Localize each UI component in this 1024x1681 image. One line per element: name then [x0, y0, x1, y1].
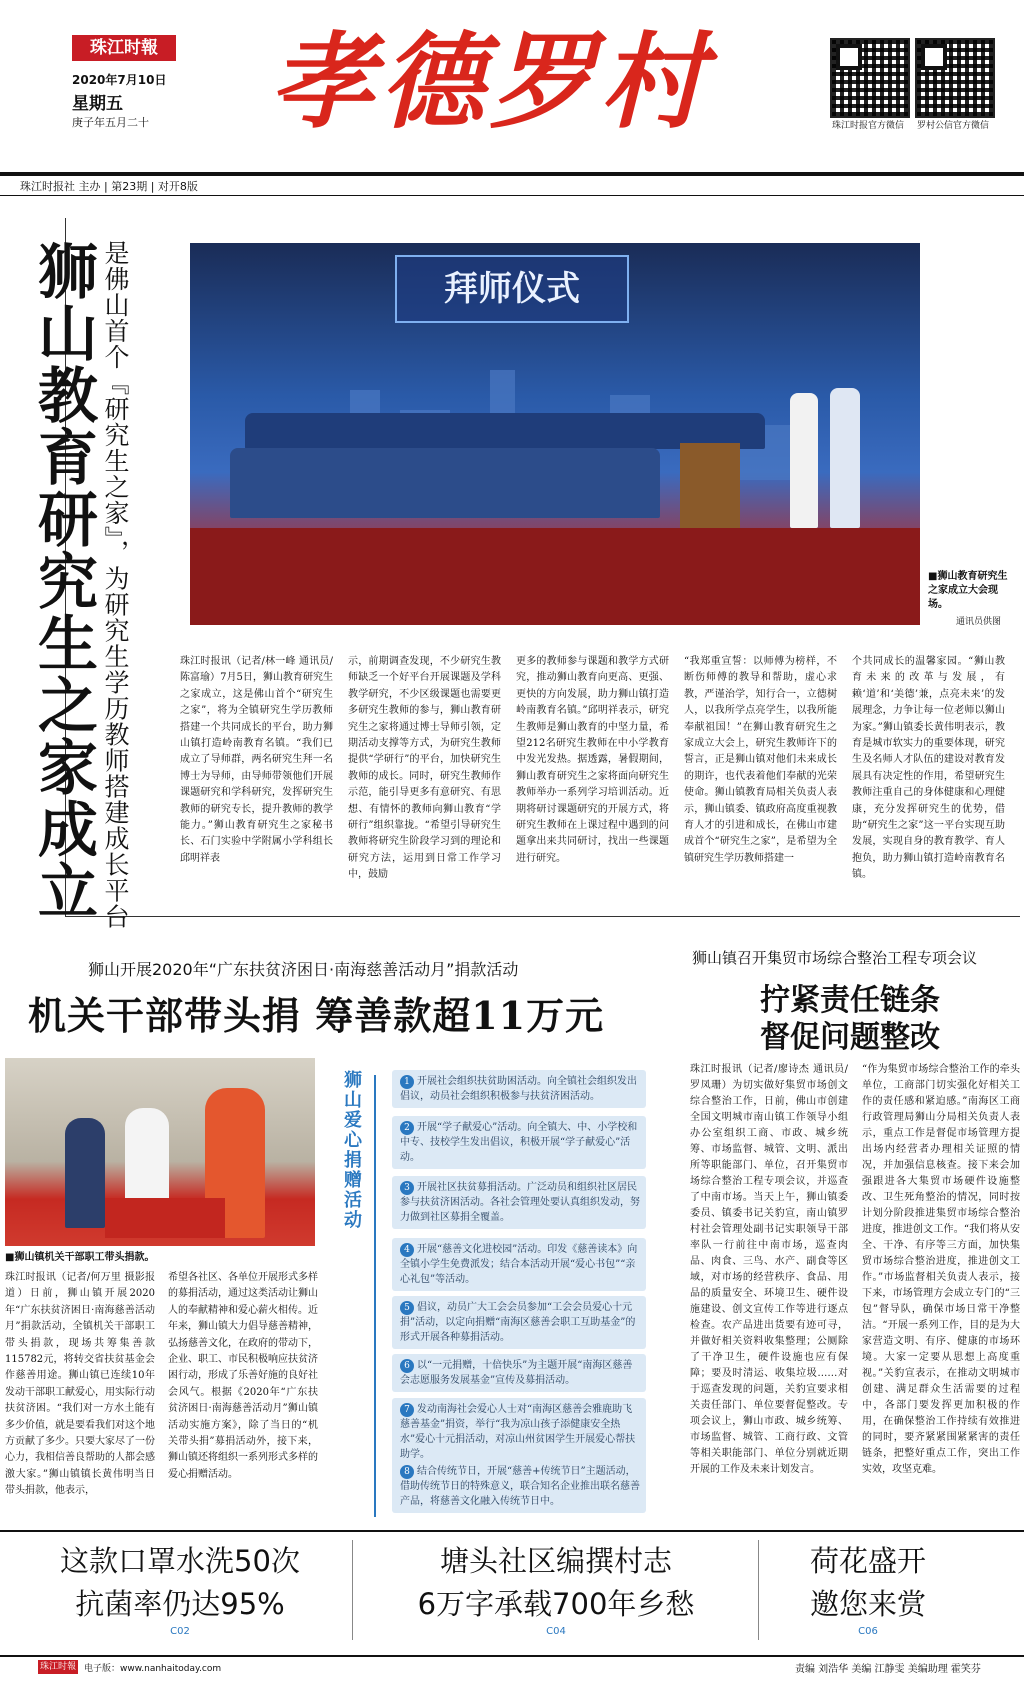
promo-line-1: 塘头社区编撰村志 — [439, 1544, 672, 1578]
qr-code-icon — [915, 38, 995, 118]
lead-subhead: 是佛山首个『研究生之家』，为研究生学历教师搭建成长平台 — [101, 240, 130, 930]
photo-banner-text: 拜师仪式 — [395, 255, 629, 323]
issue-weekday: 星期五 — [72, 94, 123, 114]
promo-item-c04[interactable] — [362, 1540, 750, 1637]
activity-text: 开展“学子献爱心”活动。向全镇大、中、小学校和中专、技校学生发出倡议，积极开展“学子献爱心”活动。 — [400, 1122, 638, 1163]
promo-line-2: 邀您来赏 — [809, 1587, 926, 1621]
footer-editors: 责编 刘浩华 美编 江静雯 美编助理 霍笑芬 — [795, 1664, 981, 1675]
activity-item — [392, 1354, 646, 1392]
promo-rule — [0, 1530, 1024, 1532]
lead-headline: 狮山教育研究生之家成立 — [28, 240, 98, 922]
lead-column-3: 更多的教师参与课题和教学方式研究，推动狮山教育向更高、更强、更快的方向发展，助力狮山镇打造岭南教育名镇。”邱明祥表示，研究生教师是狮山教育的中坚力量，希望212名研究生教师在中小学教育中发光发热。据透露，暑假期间，狮山教育研究生之家将面向研究生教师举办一系列学习培训活动。近期将研讨课题研究的开展方式，将研究生教师在上课过程中遇到的问题拿出来共同研讨，找出一些课题进行研究。 — [516, 656, 669, 864]
promo-item-c06[interactable] — [768, 1540, 968, 1637]
activity-item — [392, 1238, 646, 1291]
footer-website[interactable]: 电子版：www.nanhaitoday.com — [84, 1664, 222, 1674]
activity-text: 以“一元捐赠，十倍快乐”为主题开展“南海区慈善会志愿服务发展基金”宣传及募捐活动。 — [400, 1360, 633, 1386]
lead-photo — [190, 243, 920, 625]
podium — [680, 443, 740, 528]
lead-column-2: 示，前期调查发现，不少研究生教师缺乏一个好平台开展课题及学科教学研究，不少区级课题也需要更多研究生教师的参与，狮山教育研究生之家将通过博士导师引领，定期活动支撑等方式，为研究生教师提供“学研行”的平台，加快研究生教师的成长。同时，研究生教师作示范，能引导更多有意研究、有思想、有情怀的教师向狮山教育“学研行”组织靠拢。“希望引导研究生教师将研究生阶段学习到的理论和研究方法，运用到日常工作学习中，鼓励 — [348, 656, 501, 881]
stage — [190, 528, 920, 625]
masthead-rule — [0, 172, 1024, 176]
promo-divider — [352, 1540, 353, 1640]
activity-item — [392, 1070, 646, 1108]
third-column-2: “作为集贸市场综合整治工作的牵头单位，工商部门切实强化好相关工作的责任感和紧迫感。”南海区工商行政管理局狮山分局相关负责人表示，重点工作是督促市场管理方提出场内经营者办理相关证照的情况，并加强信息核查。接下来会加强跟进各大集贸市场硬件设施整改、卫生死角整治的情况，同时按计划分阶段推进集贸市场综合整治进度，推进创文工作。“我们将从安全、干净、有序等三方面，加快集贸市场综合整治进度，推进创文工作。”市场监督相关负责人表示，接下来，市场管理方会成立专门的“三包”督导队，确保市场日常干净整洁。“开展一系列工作，目的是为大家营造文明、有序、健康的市场环境。大家一定要从思想上高度重视。”关豹宣表示，在推动文明城市创建、满足群众生活需要的过程中，各部门要发挥更加积极的作用，在确保整治工作持续有效推进的同时，要齐紧紧围紧紧害的责任链条，把整好重点工作，突出工作实效，攻坚克难。 — [862, 1064, 1020, 1475]
lead-column-5: 个共同成长的温馨家园。“狮山教育未来的改革与发展，有赖‘道’和‘美德’兼，点亮未来’的发展理念，力争让每一位老师以狮山为家。”狮山镇委长黄伟明表示，教育是城市软实力的重要体现，研究生及名师人才队伍的建设对教育发展具有决定性的作用，希望研究生教师注重自己的身体健康和心理健康，充分发挥研究生的优势，借助“研究生之家”这一平台实现互助发展，实现自身的教育教学、育人抱负，助力狮山镇打造岭南教育名镇。 — [852, 656, 1005, 881]
promo-item-c02[interactable] — [20, 1540, 340, 1637]
promo-line-2: 6万字承载700年乡愁 — [417, 1587, 695, 1621]
promo-line-1: 荷花盛开 — [809, 1544, 926, 1578]
masthead-rule-thin — [0, 195, 1024, 196]
lead-photo-credit: 通讯员供图 — [956, 617, 1002, 627]
promo-page-link[interactable]: C06 — [858, 1626, 878, 1637]
second-column-1: 珠江时报讯（记者/何万里 摄影报道）日前，狮山镇开展2020年“广东扶贫济困日·南海慈善活动月”捐款活动，全镇机关干部职工带头捐款，现场共筹集善款115782元，将转交省扶贫基金会作慈善用途。狮山镇已连续10年发动干部职工献爱心，用实际行动扶贫济困。“我们对一方水土能有多少价值，就是要看我们对这个地方贡献了多少。只要大家尽了一份心力，我相信善良帮助的人都会感激大家。”狮山镇镇长黄伟明当日带头捐款，他表示， — [5, 1272, 155, 1497]
activity-text: 发动南海社会爱心人士对“南海区慈善会雅鹿助飞慈善基金”捐资，举行“我为凉山孩子添健康安全热水”爱心十元捐活动，对凉山州贫困学生开展爱心帮扶助学。 — [400, 1404, 636, 1460]
lead-column-4: “我郑重宣誓：以师傅为榜样，不断伤师傅的教导和帮助，虚心求教，严谨治学，知行合一，立德树人，以我所学点亮学生，以我所能奉献祖国！”在狮山教育研究生之家成立大会上，研究生教师许下的誓言，正是狮山镇对他们未来成长的期许，也代表着他们奉献的光荣使命。狮山镇教育局相关负责人表示，狮山镇委、镇政府高度重视教育人才的引进和成长，在佛山市建成首个“研究生之家”，是希望为全镇研究生学历教师搭建一 — [684, 656, 837, 864]
activity-number: 7 — [400, 1403, 414, 1417]
third-kicker: 狮山镇召开集贸市场综合整治工程专项会议 — [692, 949, 978, 967]
activity-number: 2 — [400, 1121, 414, 1135]
activity-item — [392, 1296, 646, 1349]
third-column-1: 珠江时报讯（记者/廖诗杰 通讯员/罗凤珊）为切实做好集贸市场创文综合整治工作，日前，佛山市创建全国文明城市南山镇工作领导小组办公室组织工商、市政、城乡统筹、市场监督、城管、文明、派出所等职能部门、单位，召开集贸市场综合整治工程专项会议，并巡查了中南市场。当天上午，狮山镇委委员、镇委书记关豹宣，南山镇罗村社会管理处副书记实职领导干部率队一行前往中南市场，巡查肉品、肉食、三鸟、水产、副食等区域，对市场的经营秩序、食品、用品的质量安全、环境卫生、硬件设施建设、创文宣传工作等进行逐点检查。农产品进出货要有迹可寻，并做好相关资料收集整理；公厕除了干净卫生，硬件设施也应有保障；要及时清运、收集垃圾……对于巡查发现的问题，关豹宣要求相关责任部门、单位要督促整改。专项会议上，狮山市政、城乡统筹、市场监督、城管、工商行政、文管等相关职能部门、单位分别就近期开展的工作及未来计划发言。 — [690, 1064, 848, 1475]
promo-line-1: 这款口罩水洗50次 — [60, 1544, 300, 1578]
footer-rule — [0, 1655, 1024, 1657]
promo-page-link[interactable]: C04 — [546, 1626, 566, 1637]
promo-page-link[interactable]: C02 — [170, 1626, 190, 1637]
promo-divider — [758, 1540, 759, 1640]
activity-item — [392, 1460, 646, 1513]
activity-text: 倡议，动员广大工会会员参加“工会会员爱心十元捐”活动，以定向捐赠“南海区慈善会职工互助基金”的形式开展各种募捐活动。 — [400, 1302, 636, 1343]
lead-column-1: 珠江时报讯（记者/林一峰 通讯员/陈富瑜）7月5日，狮山教育研究生之家成立，这是佛山首个“研究生之家”，将为全镇研究生学历教师搭建一个共同成长的平台，助力狮山镇打造岭南教育名镇。“我们已成立了导师群，两名研究生拜一名博士为导师，由导师带领他们开展课题研究和学科研究，发挥研究生教师的研究专长，提升教师的教学能力。”狮山教育研究生之家秘书长、石门实验中学附属小学科组长邱明祥表 — [180, 656, 333, 864]
activity-text: 开展社区扶贫募捐活动。广泛动员和组织社区居民参与扶贫济困活动。各社会管理处要认真组织发动，努力做到社区募捐全覆盖。 — [400, 1182, 640, 1223]
activity-number: 4 — [400, 1243, 414, 1257]
activity-text: 开展“慈善文化进校园”活动。印发《慈善读本》向全镇小学生免费派发；结合本活动开展“爱心书包”“亲心礼包”等活动。 — [400, 1244, 638, 1285]
activity-item — [392, 1176, 646, 1229]
activity-item — [392, 1398, 646, 1466]
activity-number: 8 — [400, 1465, 414, 1479]
promo-line-2: 抗菌率仍达95% — [75, 1587, 285, 1621]
second-column-2: 希望各社区、各单位开展形式多样的募捐活动，通过这类活动让狮山人的奉献精神和爱心薪火相传。近年来，狮山镇大力倡导慈善精神，弘扬慈善文化，在政府的带动下，企业、职工、市民积极响应扶贫济困行动，形成了乐善好施的良好社会风气。根据《2020年“广东扶贫济困日·南海慈善活动月”狮山镇活动实施方案》，除了当日的“机关带头捐”募捐活动外，接下来，狮山镇还将组织一系列形式多样的爱心捐赠活动。 — [168, 1272, 318, 1480]
activity-text: 结合传统节日，开展“慈善+传统节日”主题活动，借助传统节日的特殊意义，联合知名企业推出联名慈善产品，将慈善文化融入传统节日中。 — [400, 1466, 640, 1507]
issue-date: 2020年7月10日 — [72, 73, 167, 87]
third-headline-line-2: 督促问题整改 — [760, 1020, 940, 1055]
activities-title: 狮山爱心捐赠活动 — [341, 1070, 362, 1230]
activity-text: 开展社会组织扶贫助困活动。向全镇社会组织发出倡议，动员社会组织积极参与扶贫济困活动。 — [400, 1076, 637, 1102]
brand-logo: 珠江时報 — [72, 35, 176, 61]
lead-photo-caption: ■狮山教育研究生之家成立大会现场。 — [928, 571, 1008, 610]
qr-code-icon — [830, 38, 910, 118]
issue-lunar-date: 庚子年五月二十 — [72, 116, 149, 129]
second-kicker: 狮山开展2020年“广东扶贫济困日·南海慈善活动月”捐款活动 — [88, 960, 519, 979]
second-photo-caption: ■狮山镇机关干部职工带头捐款。 — [5, 1252, 155, 1263]
second-photo — [5, 1058, 315, 1246]
activity-number: 5 — [400, 1301, 414, 1315]
activity-number: 6 — [400, 1359, 414, 1373]
qr-right-label: 罗村公信官方微信 — [916, 121, 989, 131]
activity-number: 1 — [400, 1075, 414, 1089]
second-headline: 机关干部带头捐 筹善款超11万元 — [28, 993, 605, 1038]
third-headline-line-1: 拧紧责任链条 — [760, 983, 940, 1018]
qr-left-label: 珠江时报官方微信 — [831, 121, 904, 131]
activities-timeline — [374, 1075, 376, 1517]
footer-brand-logo: 珠江时報 — [39, 1662, 76, 1672]
activity-number: 3 — [400, 1181, 414, 1195]
activity-item — [392, 1116, 646, 1169]
masthead-title: 孝德罗村 — [270, 20, 711, 143]
publisher-line: 珠江时报社 主办 | 第23期 | 对开8版 — [20, 180, 198, 193]
